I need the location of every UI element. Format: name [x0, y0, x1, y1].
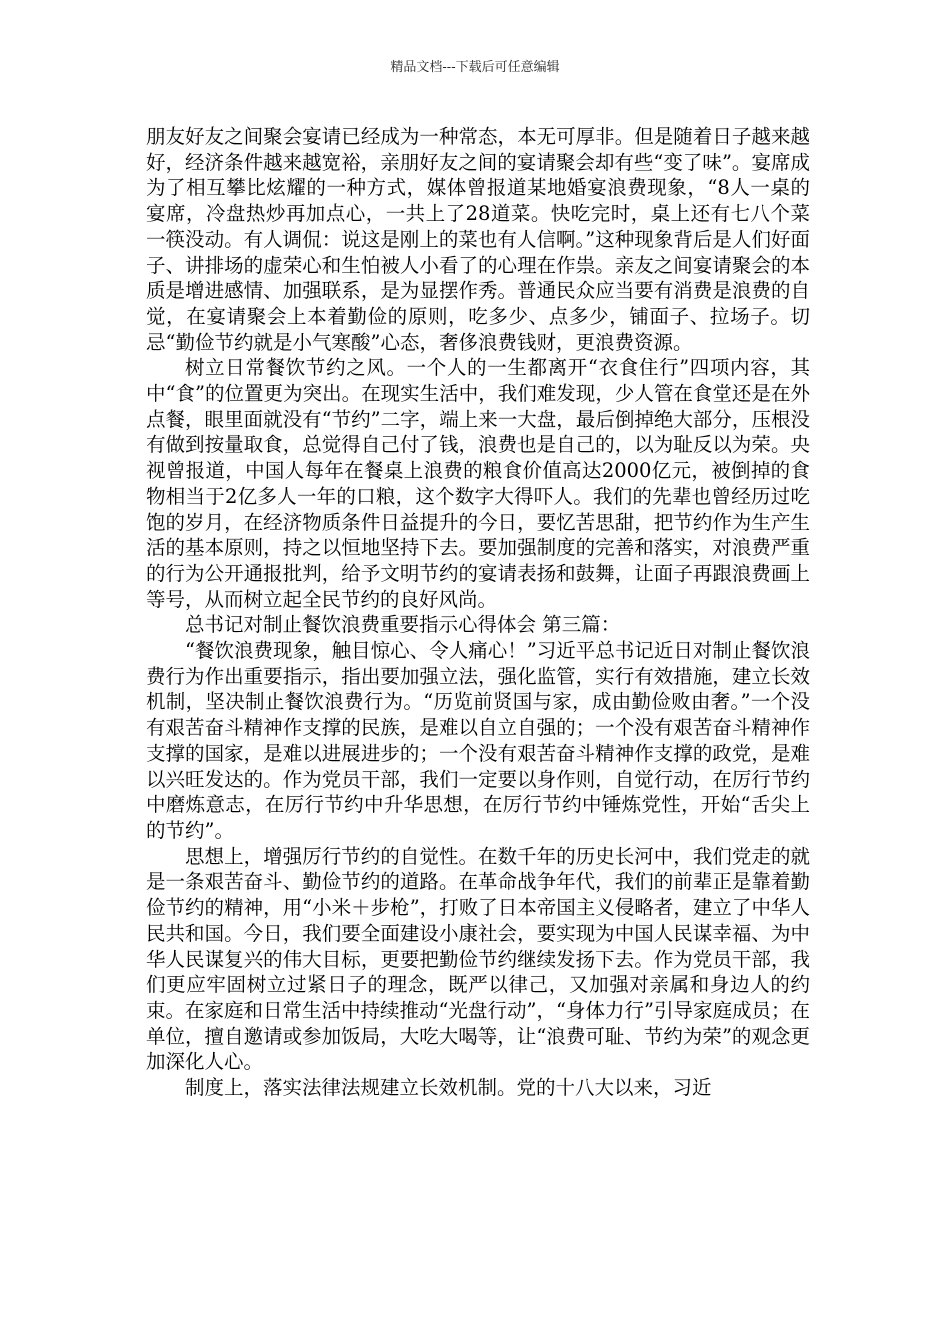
paragraph-3: “餐饮浪费现象，触目惊心、令人痛心！”习近平总书记近日对制止餐饮浪费行为作出重要指示，指出要加强立法，强化监管，实行有效措施，建立长效机制，坚决制止餐饮浪费行为。“历览前贤国与家，成由勤俭败由奢。”一个没有艰苦奋斗精神作支撑的民族，是难以自立自强的；一个没有艰苦奋斗精神作支撑的国家，是难以进展进步的；一个没有艰苦奋斗精神作支撑的政党，是难以兴旺发达的。作为党员干部，我们一定要以身作则，自觉行动，在厉行节约中磨炼意志，在厉行节约中升华思想，在厉行节约中锤炼党性，开始“舌尖上的节约”。 [146, 639, 810, 842]
paragraph-1: 朋友好友之间聚会宴请已经成为一种常态，本无可厚非。但是随着日子越来越好，经济条件越来越宽裕，亲朋好友之间的宴请聚会却有些“变了味”。宴席成为了相互攀比炫耀的一种方式，媒体曾报道某地婚宴浪费现象，“8人一桌的宴席，冷盘热炒再加点心，一共上了28道菜。快吃完时，桌上还有七八个菜一筷没动。有人调侃：说这是刚上的菜也有人信啊。”这种现象背后是人们好面子、讲排场的虚荣心和生怕被人小看了的心理在作祟。亲友之间宴请聚会的本质是增进感情、加强联系，是为显摆作秀。普通民众应当要有消费是浪费的自觉，在宴请聚会上本着勤俭的原则，吃多少、点多少，铺面子、拉场子。切忌“勤俭节约就是小气寒酸”心态，奢侈浪费钱财，更浪费资源。 [146, 125, 810, 354]
paragraph-4: 思想上，增强厉行节约的自觉性。在数千年的历史长河中，我们党走的就是一条艰苦奋斗、勤俭节约的道路。在革命战争年代，我们的前辈正是靠着勤俭节约的精神，用“小米＋步枪”，打败了日本帝国主义侵略者，建立了中华人民共和国。今日，我们要全面建设小康社会，要实现为中国人民谋幸福、为中华人民谋复兴的伟大目标，更要把勤俭节约继续发扬下去。作为党员干部，我们更应牢固树立过紧日子的理念，既严以律己，又加强对亲属和身边人的约束。在家庭和日常生活中持续推动“光盘行动”，“身体力行”引导家庭成员；在单位，擅自邀请或参加饭局，大吃大喝等，让“浪费可耻、节约为荣”的观念更加深化人心。 [146, 844, 810, 1074]
paragraph-2: 树立日常餐饮节约之风。一个人的一生都离开“衣食住行”四项内容，其中“食”的位置更为突出。在现实生活中，我们难发现，少人管在食堂还是在外点餐，眼里面就没有“节约”二字，端上来一大盘，最后倒掉绝大部分，压根没有做到按量取食，总觉得自己付了钱，浪费也是自己的，以为耻反以为荣。央视曾报道，中国人每年在餐桌上浪费的粮食价值高达2000亿元，被倒掉的食物相当于2亿多人一年的口粮，这个数字大得吓人。我们的先辈也曾经历过吃饱的岁月，在经济物质条件日益提升的今日，要忆苦思甜，把节约作为生产生活的基本原则，持之以恒地坚持下去。要加强制度的完善和落实，对浪费严重的行为公开通报批判，给予文明节约的宴请表扬和鼓舞，让面子再跟浪费画上等号，从而树立起全民节约的良好风尚。 [146, 356, 810, 611]
paragraph-5: 制度上，落实法律法规建立长效机制。党的十八大以来，习近 [185, 1076, 712, 1100]
document-body [146, 124, 810, 1101]
section-heading: 总书记对制止餐饮浪费重要指示心得体会 第三篇： [185, 613, 621, 637]
page-header: 精品文档---下载后可任意编辑 [390, 60, 560, 75]
